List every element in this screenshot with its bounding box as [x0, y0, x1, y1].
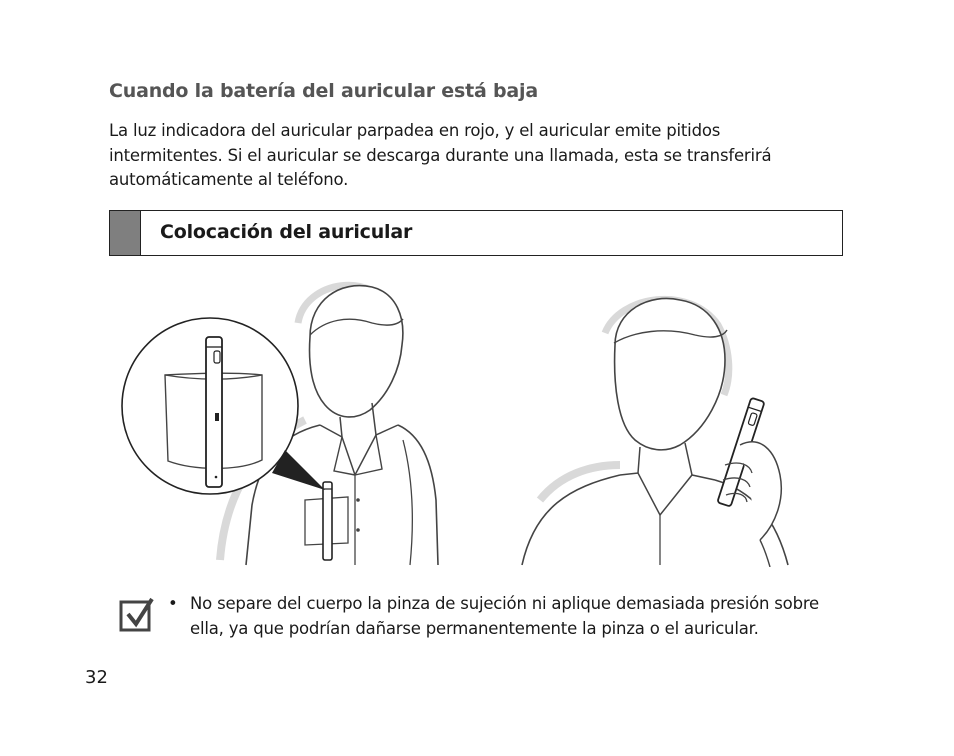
note-list [168, 592, 848, 641]
note-item [168, 592, 848, 641]
bullet-glyph: • [168, 594, 178, 613]
person-with-pocket-headset-icon [122, 285, 438, 565]
low-battery-paragraph: La luz indicadora del auricular parpadea en rojo, y el auricular emite pitidos intermitentes. Si el auricular se descarga durante una llamada, esta se transferirá automáticamente al teléfono. [109, 121, 772, 189]
page-number: 32 [85, 667, 108, 688]
section-header-tab [110, 211, 141, 255]
headset-wearing-illustration [120, 275, 820, 567]
section-header-box [109, 210, 843, 256]
section-title: Colocación del auricular [160, 221, 413, 243]
low-battery-heading: Cuando la batería del auricular está baja [109, 80, 538, 102]
note-text: No separe del cuerpo la pinza de sujeción ni aplique demasiada presión sobre ella, ya que podrían dañarse permanentemente la pinza o el auricular. [190, 594, 820, 638]
person-holding-headset-to-ear-icon [522, 298, 788, 567]
checkbox-check-icon [119, 597, 155, 633]
